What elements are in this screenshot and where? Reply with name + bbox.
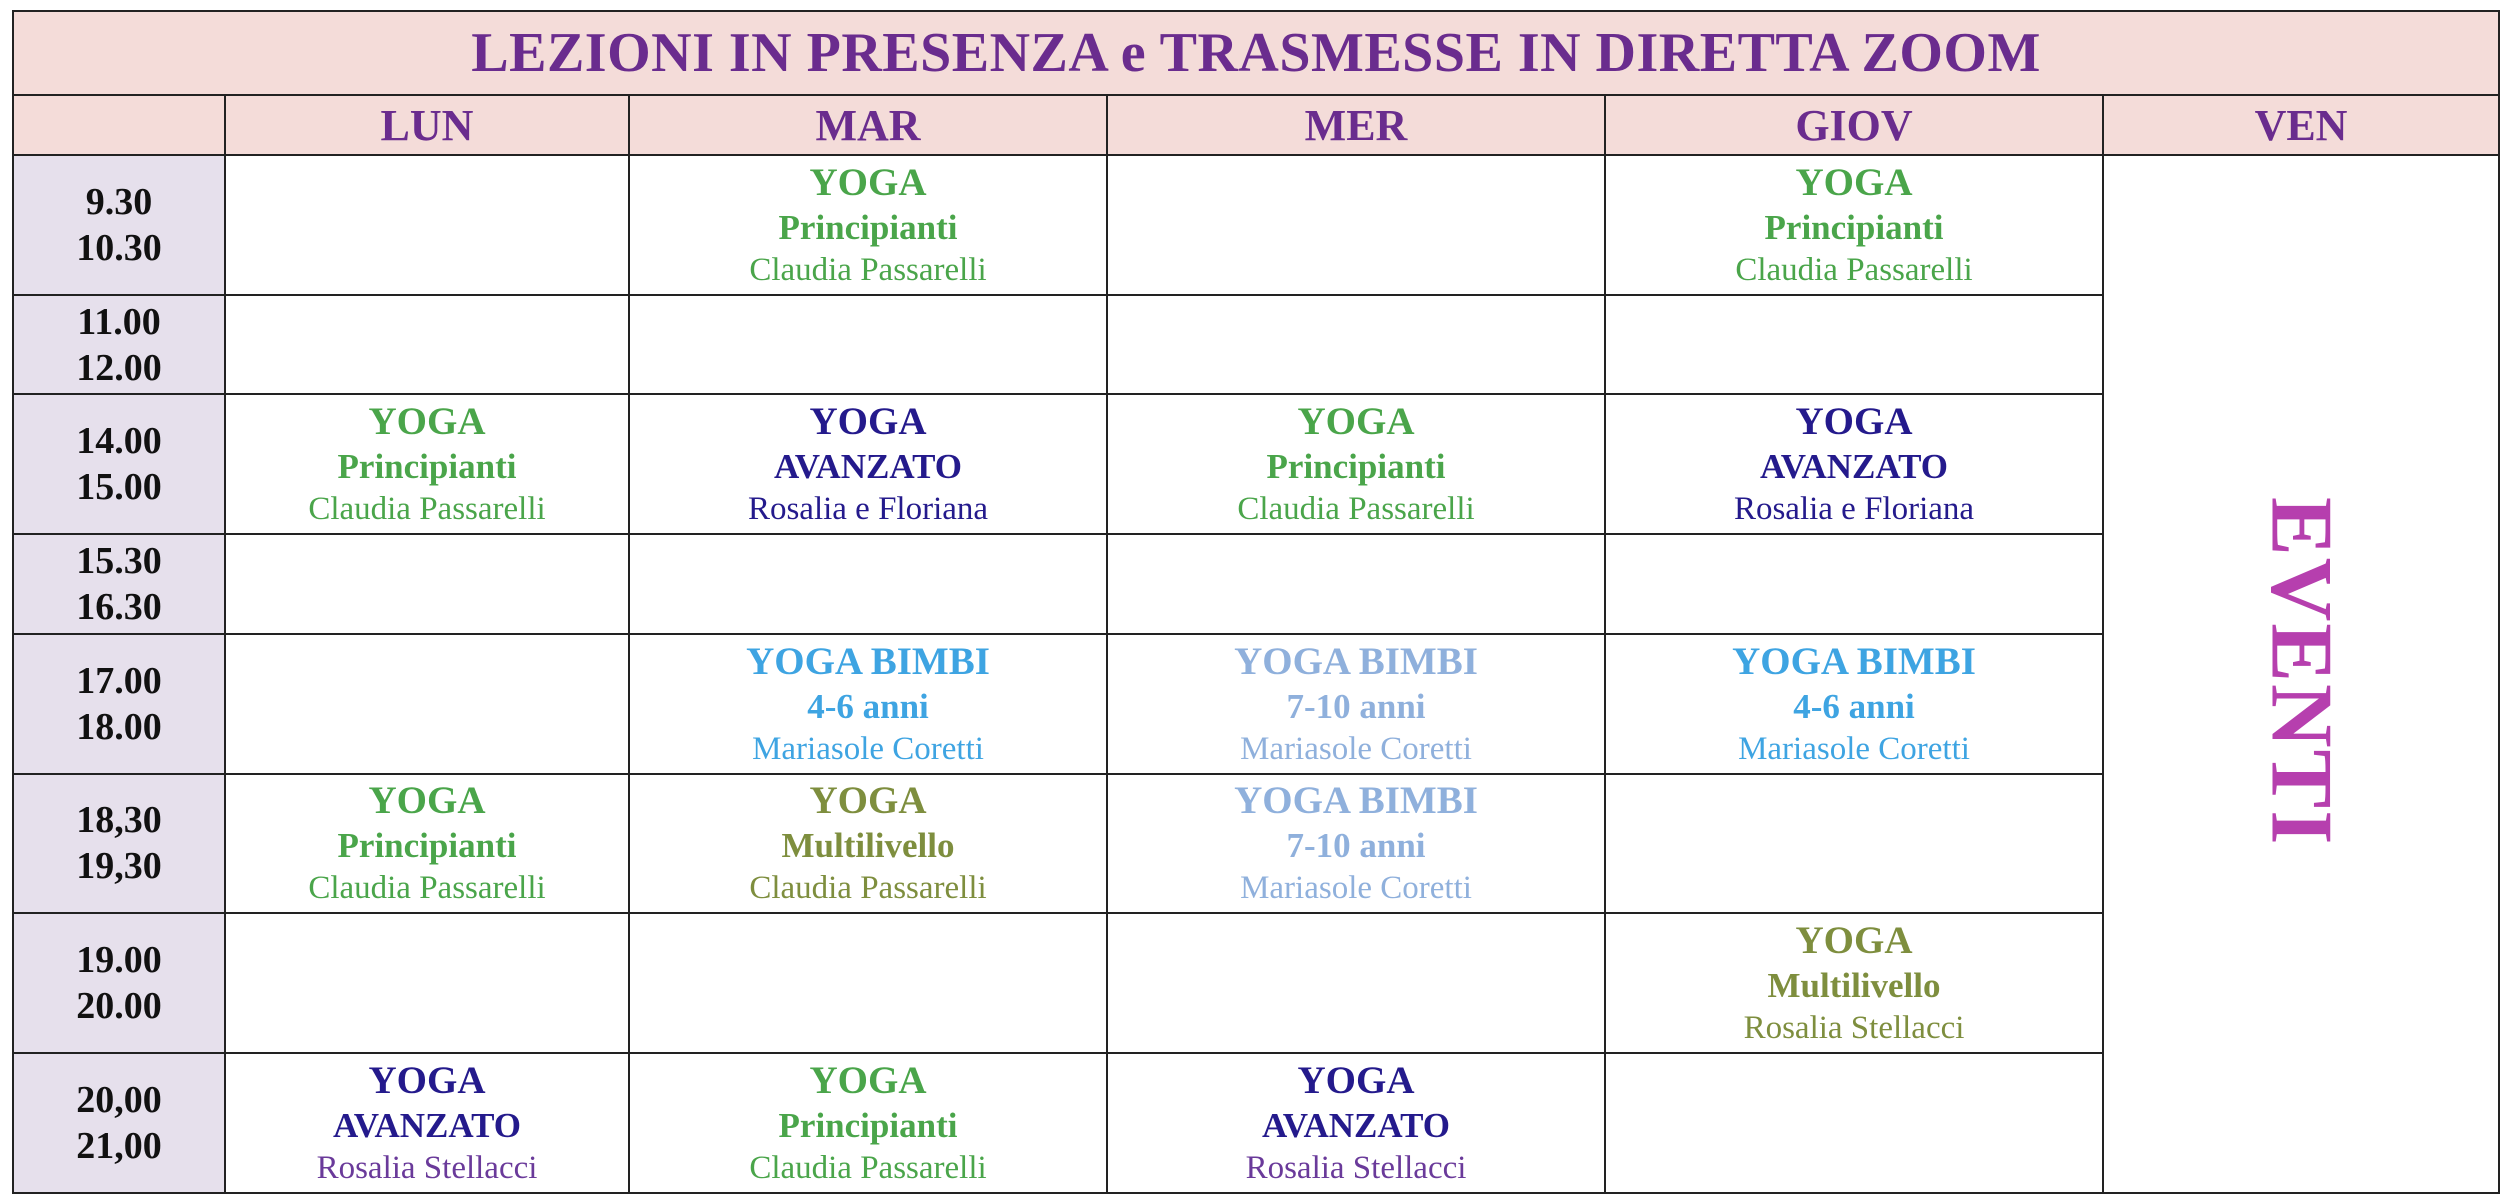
- time-end: 12.00: [76, 346, 162, 389]
- time-start: 18,30: [76, 799, 162, 842]
- time-end: 18.00: [76, 705, 162, 748]
- lesson-name: YOGA: [809, 160, 927, 204]
- lesson-cell-giov: [1605, 155, 2103, 295]
- lesson-level: Principianti: [778, 207, 958, 247]
- time-slot-cell: [13, 1053, 225, 1193]
- lesson-teacher: Mariasole Coretti: [1738, 730, 1970, 767]
- lesson-name: YOGA: [1795, 400, 1913, 444]
- lesson-teacher: Claudia Passarelli: [308, 870, 546, 907]
- time-slot-cell: [13, 394, 225, 534]
- lesson-teacher: Rosalia Stellacci: [316, 1150, 538, 1187]
- time-slot-cell: [13, 774, 225, 914]
- lesson-cell-lun: [225, 634, 629, 774]
- lesson-cell-lun: [225, 1053, 629, 1193]
- time-start: 17.00: [76, 659, 162, 702]
- time-end: 10.30: [76, 226, 162, 269]
- lesson-cell-mar: [629, 295, 1107, 395]
- lesson: [1606, 399, 2102, 529]
- lesson-level: AVANZATO: [1759, 447, 1949, 487]
- lesson-level: Principianti: [337, 826, 517, 866]
- lesson-cell-giov: [1605, 394, 2103, 534]
- lesson-name: YOGA: [1795, 160, 1913, 204]
- lesson: [1108, 399, 1604, 529]
- lesson-teacher: Mariasole Coretti: [1240, 870, 1472, 907]
- time-start: 19.00: [76, 939, 162, 982]
- lesson-level: Principianti: [1266, 447, 1446, 487]
- lesson-cell-mer: [1107, 534, 1605, 634]
- lesson: [226, 778, 628, 908]
- lesson-name: YOGA: [809, 779, 927, 823]
- lesson-cell-giov: [1605, 913, 2103, 1053]
- lesson: [630, 1058, 1106, 1188]
- lesson-teacher: Rosalia Stellacci: [1743, 1010, 1965, 1047]
- schedule-title: LEZIONI IN PRESENZA e TRASMESSE IN DIRETTA ZOOM: [13, 11, 2499, 95]
- lesson-cell-lun: [225, 155, 629, 295]
- lesson-teacher: Claudia Passarelli: [308, 491, 546, 528]
- lesson: [630, 160, 1106, 290]
- lesson-cell-mar: [629, 1053, 1107, 1193]
- lesson-name: YOGA: [809, 400, 927, 444]
- lesson-name: YOGA BIMBI: [1234, 639, 1478, 683]
- lesson-cell-mer: [1107, 394, 1605, 534]
- lesson-level: Multilivello: [781, 826, 955, 866]
- eventi-cell: [2103, 155, 2499, 1193]
- lesson-cell-mer: [1107, 634, 1605, 774]
- day-header-ven: VEN: [2103, 95, 2499, 155]
- lesson-cell-mer: [1107, 155, 1605, 295]
- lesson-cell-mer: [1107, 295, 1605, 395]
- lesson: [1606, 918, 2102, 1048]
- lesson-teacher: Mariasole Coretti: [1240, 730, 1472, 767]
- lesson-cell-mar: [629, 534, 1107, 634]
- time-start: 15.30: [76, 539, 162, 582]
- lesson-level: AVANZATO: [1261, 1106, 1451, 1146]
- lesson-cell-lun: [225, 774, 629, 914]
- lesson: [1108, 639, 1604, 769]
- lesson-level: AVANZATO: [773, 447, 963, 487]
- time-slot-cell: [13, 534, 225, 634]
- time-slot-row: [13, 155, 2499, 295]
- time-start: 9.30: [85, 180, 153, 223]
- lesson-cell-mer: [1107, 913, 1605, 1053]
- lesson-name: YOGA: [1297, 400, 1415, 444]
- lesson-name: YOGA: [809, 1059, 927, 1103]
- lesson-cell-lun: [225, 913, 629, 1053]
- time-end: 15.00: [76, 466, 162, 509]
- lesson-cell-giov: [1605, 1053, 2103, 1193]
- lesson-cell-mer: [1107, 1053, 1605, 1193]
- lesson: [1108, 778, 1604, 908]
- lesson-level: 7-10 anni: [1286, 826, 1426, 866]
- lesson-name: YOGA BIMBI: [1732, 639, 1976, 683]
- time-slot-cell: [13, 295, 225, 395]
- lesson: [630, 399, 1106, 529]
- schedule-table: [12, 10, 2500, 1194]
- lesson-cell-mar: [629, 634, 1107, 774]
- time-slot-cell: [13, 155, 225, 295]
- lesson-name: YOGA: [368, 400, 486, 444]
- lesson-cell-giov: [1605, 634, 2103, 774]
- day-header-mar: MAR: [629, 95, 1107, 155]
- lesson: [226, 399, 628, 529]
- day-header-giov: GIOV: [1605, 95, 2103, 155]
- lesson: [1108, 1058, 1604, 1188]
- lesson: [630, 778, 1106, 908]
- lesson: [226, 1058, 628, 1188]
- lesson-level: Principianti: [778, 1106, 958, 1146]
- day-header-row: [13, 95, 2499, 155]
- lesson-level: 4-6 anni: [807, 686, 929, 726]
- lesson-cell-lun: [225, 394, 629, 534]
- lesson-teacher: Rosalia Stellacci: [1245, 1150, 1467, 1187]
- lesson-cell-lun: [225, 295, 629, 395]
- lesson-name: YOGA BIMBI: [1234, 779, 1478, 823]
- lesson-teacher: Claudia Passarelli: [1735, 251, 1973, 288]
- lesson-cell-giov: [1605, 295, 2103, 395]
- time-slot-cell: [13, 634, 225, 774]
- lesson-level: Principianti: [1764, 207, 1944, 247]
- time-start: 11.00: [77, 300, 161, 343]
- time-start: 20,00: [76, 1079, 162, 1122]
- corner-cell: [13, 95, 225, 155]
- lesson-teacher: Mariasole Coretti: [752, 730, 984, 767]
- lesson-level: 7-10 anni: [1286, 686, 1426, 726]
- lesson-name: YOGA: [1795, 919, 1913, 963]
- lesson-teacher: Rosalia e Floriana: [1733, 491, 1975, 528]
- eventi-label: EVENTI: [2252, 496, 2350, 847]
- lesson-teacher: Rosalia e Floriana: [747, 491, 989, 528]
- lesson-level: Principianti: [337, 447, 517, 487]
- lesson-name: YOGA BIMBI: [746, 639, 990, 683]
- lesson-teacher: Claudia Passarelli: [749, 1150, 987, 1187]
- lesson-name: YOGA: [1297, 1059, 1415, 1103]
- lesson-cell-giov: [1605, 534, 2103, 634]
- time-end: 20.00: [76, 985, 162, 1028]
- lesson-level: AVANZATO: [332, 1106, 522, 1146]
- lesson-name: YOGA: [368, 779, 486, 823]
- lesson-cell-mar: [629, 155, 1107, 295]
- day-header-lun: LUN: [225, 95, 629, 155]
- day-header-mer: MER: [1107, 95, 1605, 155]
- lesson-cell-mar: [629, 913, 1107, 1053]
- time-start: 14.00: [76, 420, 162, 463]
- time-slot-cell: [13, 913, 225, 1053]
- lesson-cell-mer: [1107, 774, 1605, 914]
- lesson: [1606, 639, 2102, 769]
- lesson-name: YOGA: [368, 1059, 486, 1103]
- lesson-cell-giov: [1605, 774, 2103, 914]
- time-end: 19,30: [76, 845, 162, 888]
- lesson-cell-mar: [629, 774, 1107, 914]
- lesson: [1606, 160, 2102, 290]
- lesson-teacher: Claudia Passarelli: [749, 870, 987, 907]
- lesson-teacher: Claudia Passarelli: [749, 251, 987, 288]
- time-end: 16.30: [76, 585, 162, 628]
- lesson-teacher: Claudia Passarelli: [1237, 491, 1475, 528]
- lesson-level: 4-6 anni: [1793, 686, 1915, 726]
- lesson: [630, 639, 1106, 769]
- lesson-level: Multilivello: [1767, 966, 1941, 1006]
- lesson-cell-mar: [629, 394, 1107, 534]
- lesson-cell-lun: [225, 534, 629, 634]
- time-end: 21,00: [76, 1125, 162, 1168]
